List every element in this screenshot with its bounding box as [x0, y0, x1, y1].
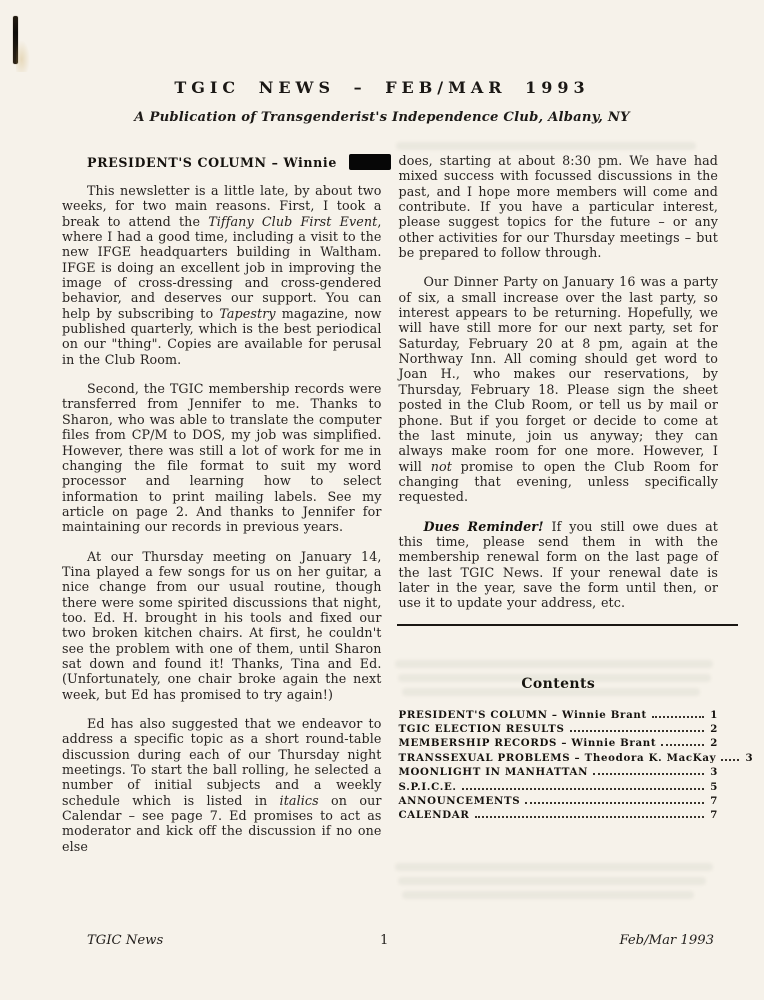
- bleed-through-artifact: [395, 660, 713, 668]
- toc-entry-page-number: 3: [745, 751, 754, 764]
- paragraph: [62, 716, 382, 854]
- emphasized-text: Tapestry: [219, 305, 276, 321]
- toc-entry: [399, 722, 719, 736]
- article-heading-text: PRESIDENT'S COLUMN – Winnie: [87, 155, 337, 170]
- toc-entry: [399, 765, 719, 779]
- footer-page-number: 1: [380, 933, 389, 948]
- paper-stain: [16, 40, 30, 72]
- body-text: does, starting at about 8:30 pm. We have had mixed success with focussed discussions in the past, and I hope more members will come and contribute. If you have a particular interest, please suggest topics for the future – or any other activities for our Thursday meetings – but be prepared to follow through.: [398, 153, 718, 261]
- paragraph: [399, 153, 719, 260]
- toc-entry: [398, 751, 754, 765]
- footer-newsletter-name: TGIC News: [87, 933, 164, 948]
- article-right-text: [399, 153, 719, 611]
- body-text: At our Thursday meeting on January 14, Tina played a few songs for us on her guitar, a nice change from our usual routine, though there were some spirited discussions that night, too. Ed. H. brought in his tools and fixed our two broken kitchen chairs. At first, he couldn't see the problem with one of them, until Sharon sat down and found it! Thanks, Tina and Ed. (Unfortunately, one chair broke again the next week, but Ed has promised to try again!): [62, 548, 382, 702]
- toc-entry-page-number: 2: [710, 737, 718, 750]
- dotted-leader: [721, 759, 739, 761]
- body-text: promise to open the Club Room for changing that evening, unless specifically requested.: [398, 458, 718, 505]
- paragraph: [399, 274, 719, 504]
- body-text: Second, the TGIC membership records were transferred from Jennifer to me. Thanks to Sharon, who was able to translate the computer files from CP/M to DOS, my job was simplified. However, there was still a lot of work for me in changing the file format to suit my word processor and learning how to select information to print mailing labels. See my article on page 2. And thanks to Jennifer for maintaining our records in previous years.: [62, 381, 382, 535]
- toc-entry: [399, 780, 719, 794]
- toc-entry-page-number: 5: [710, 780, 718, 793]
- body-text: If you still owe dues at this time, please send them in with the membership renewal form on the last page of the last TGIC News. If your renewal date is later in the year, save the form until then, or use it to update your address, etc.: [398, 518, 718, 611]
- dotted-leader: [652, 716, 704, 718]
- toc-entry-title: TRANSSEXUAL PROBLEMS – Theodora K. MacKay: [398, 751, 717, 764]
- bleed-through-artifact: [402, 688, 700, 696]
- paragraph: [62, 183, 382, 367]
- bleed-through-artifact: [395, 863, 713, 871]
- paragraph: [399, 519, 719, 611]
- toc-entry: [399, 736, 719, 750]
- body-text: This newsletter is a little late, by about two weeks, for two main reasons. First, I took a break to attend the: [62, 183, 382, 229]
- page-footer: [62, 933, 718, 948]
- toc-entry: [399, 794, 719, 808]
- left-column: [62, 153, 382, 854]
- dotted-leader: [462, 788, 704, 790]
- body-text: Our Dinner Party on January 16 was a party of six, a small increase over the last party, so interest appears to be returning. Hopefully, we will have still more for our next party, set for Saturday, February 20 at 8 pm, again at the Northway Inn. All coming should get word to Joan H., who makes our reservations, by Thursday, February 18. Please sign the sheet posted in the Club Room, or tell us by mail or phone. But if you forget or decide to come at the last minute, join us anyway; they can always make room for one more. However, I will: [398, 274, 718, 474]
- redaction-box: [349, 154, 391, 170]
- contents-section: [398, 675, 754, 823]
- emphasized-text: Tiffany Club First Event: [208, 213, 378, 229]
- toc-entry-title: MEMBERSHIP RECORDS – Winnie Brant: [398, 737, 657, 750]
- emphasized-text: not: [430, 458, 452, 474]
- paragraph: [62, 549, 382, 702]
- emphasized-text: italics: [279, 792, 319, 808]
- dotted-leader: [525, 802, 704, 804]
- emphasized-text: Dues Reminder!: [423, 518, 544, 534]
- toc-entry: [399, 808, 719, 822]
- body-text: on our Calendar – see page 7. Ed promises to act as moderator and kick off the discussion if no one else: [62, 792, 382, 854]
- toc-entry-title: S.P.I.C.E.: [398, 780, 457, 793]
- toc-entry-title: PRESIDENT'S COLUMN – Winnie Brant: [398, 708, 647, 721]
- toc-entry-title: ANNOUNCEMENTS: [398, 795, 521, 808]
- article-left-text: [62, 183, 382, 854]
- masthead: [0, 0, 764, 125]
- bleed-through-artifact: [402, 891, 694, 899]
- toc-entry-page-number: 1: [710, 708, 718, 721]
- bleed-through-artifact: [398, 877, 706, 885]
- toc-entry-title: MOONLIGHT IN MANHATTAN: [398, 766, 589, 779]
- right-column: [398, 153, 754, 854]
- dotted-leader: [570, 730, 704, 732]
- page-title: TGIC NEWS – FEB/MAR 1993: [174, 78, 590, 97]
- page-subtitle: A Publication of Transgenderist's Independence Club, Albany, NY: [134, 110, 630, 125]
- dotted-leader: [593, 773, 704, 775]
- toc-entry-title: CALENDAR: [398, 809, 470, 822]
- toc-entry-page-number: 7: [710, 795, 718, 808]
- toc-entry-page-number: 2: [710, 723, 718, 736]
- article-heading: [62, 154, 382, 170]
- toc-entry-page-number: 3: [710, 766, 718, 779]
- contents-heading: Contents: [521, 675, 596, 692]
- toc-entry-title: TGIC ELECTION RESULTS: [398, 723, 565, 736]
- section-divider: [397, 624, 739, 626]
- toc-entry-page-number: 7: [710, 809, 718, 822]
- body-text: Ed has also suggested that we endeavor to address a specific topic as a short round-table discussion during each of our Thursday night meetings. To start the ball rolling, he selected a number of initial subjects and a weekly schedule which is listed in: [62, 716, 382, 808]
- footer-issue-date: Feb/Mar 1993: [619, 933, 714, 948]
- two-column-body: [62, 153, 754, 854]
- dotted-leader: [475, 816, 704, 818]
- paragraph: [62, 381, 382, 534]
- body-text: , where I had a good time, including a visit to the new IFGE headquarters building in Waltham. IFGE is doing an excellent job in improving the image of cross-dressing and cross-gendered behavior, and deserves our support. You can help by subscribing to: [62, 213, 382, 321]
- bleed-through-artifact: [398, 674, 711, 682]
- dotted-leader: [661, 744, 704, 746]
- contents-list: [398, 708, 754, 823]
- toc-entry: [399, 708, 719, 722]
- bleed-through-artifact: [396, 142, 696, 150]
- body-text: magazine, now published quarterly, which is the best periodical on our "thing". Copies are available for perusal in the Club Room.: [62, 305, 382, 367]
